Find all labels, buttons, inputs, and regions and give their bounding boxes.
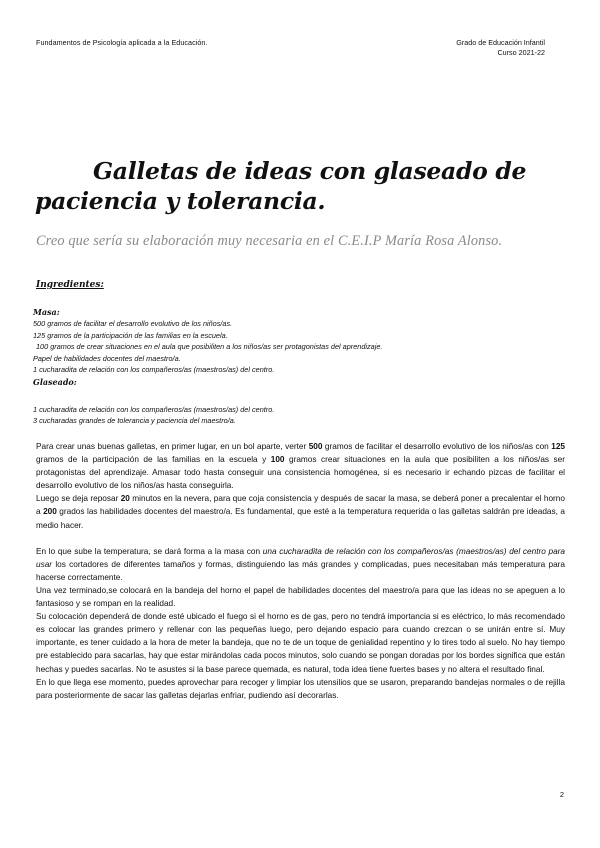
header-degree-info [456, 38, 545, 58]
header-course-name: Fundamentos de Psicología aplicada a la Educación. [36, 38, 208, 47]
document-subtitle: Creo que sería su elaboración muy necesaria en el C.E.I.P María Rosa Alonso. [36, 233, 503, 249]
paragraph-cleanup: En lo que llega ese momento, puedes aprovechar para recoger y limpiar los utensilios que se usaron, preparando bandejas normales o de rejilla para posteriormente de sacar las galletas dejarlas enfriar, pudiendo así decorarlas. [36, 677, 565, 700]
page-number: 2 [559, 790, 564, 799]
masa-section [33, 307, 382, 375]
masa-item: 1 cucharadita de relación con los compañeros/as (maestros/as) del centro. [33, 365, 275, 375]
recipe-body [36, 440, 565, 702]
paragraph-shaping: En lo que sube la temperatura, se dará forma a la masa con una cucharadita de relación con los compañeros/as (maestros/as) del centro para usar los cortadores de diferentes tamaños y formas, distinguiendo las más grandes y complicadas, pues necesitaban más temperatura para hacerse correctamente. [36, 546, 565, 582]
document-title [35, 156, 570, 216]
masa-label: Masa: [33, 307, 60, 317]
glaseado-item: 3 cucharadas grandes de tolerancia y paciencia del maestro/a. [33, 416, 236, 426]
glaseado-label: Glaseado: [33, 377, 77, 387]
paragraph-baking: Su colocación dependerá de donde esté ubicado el fuego si el horno es de gas, pero no tendrá importancia si es eléctrico, lo más recomendado es colocar las grandes primero y rellenar con las pequeñas luego, pero dejando espacio para cuando crezcan o se unirán entre sí. Muy importante, es tener cuidado a la hora de meter la bandeja, que no te de un toque de genialidad repentino y lo tires todo al suelo. No hay tiempo pre establecido para sacarlas, hay que estar mirándolas cada pocos minutos, solo cuando se pongan doradas por los bordes significa que están hechas y puedes sacarlas. No te asustes si la base parece quemada, es natural, toda idea tiene fuertes bases y no altera el resultado final. [36, 612, 565, 674]
document-title-text: Galletas de ideas con glaseado de paciencia y tolerancia. [35, 157, 527, 215]
paragraph-mixing: Para crear unas buenas galletas, en primer lugar, en un bol aparte, verter 500 gramos de facilitar el desarrollo evolutivo de los niños/as con 125 gramos de la participación de las familias en la escuela y 100 gramos crear situaciones en la aula que posibiliten a los niños/as ser protagonistas del aprendizaje. Amasar todo hasta conseguir una consistencia homogénea, si es necesario ir echando pizcas de facilitar el desarrollo evolutivo de los niños/as hasta conseguirla. [36, 442, 566, 491]
ingredients-heading: Ingredientes: [36, 280, 104, 290]
paragraph-resting: Luego se deja reposar 20 minutos en la nevera, para que coja consistencia y después de sacar la masa, se deberá poner a precalentar el horno a 200 grados las habilidades docentes del maestro/a. Es fundamental, que esté a la temperatura requerida o las galletas saldrán pre ideadas, a medio hacer. [36, 494, 565, 530]
glaseado-section [33, 377, 77, 388]
masa-item: 100 gramos de crear situaciones en el aula que posibiliten a los niños/as ser protagonistas del aprendizaje. [36, 342, 383, 352]
header-year: Curso 2021-22 [497, 48, 545, 57]
glaseado-list [33, 404, 274, 427]
glaseado-item: 1 cucharadita de relación con los compañeros/as (maestros/as) del centro. [33, 405, 275, 414]
masa-item: 125 gramos de la participación de las familias en la escuela. [33, 330, 228, 340]
header-degree: Grado de Educación Infantil [456, 38, 545, 47]
masa-item: 500 gramos de facilitar el desarrollo evolutivo de los niños/as. [33, 319, 233, 329]
masa-item: Papel de habilidades docentes del maestro/a. [33, 353, 181, 363]
paragraph-tray: Una vez terminado,se colocará en la bandeja del horno el papel de habilidades docentes del maestro/a para que las ideas no se apeguen a lo fantasioso y se rompan en la realidad. [36, 585, 565, 609]
